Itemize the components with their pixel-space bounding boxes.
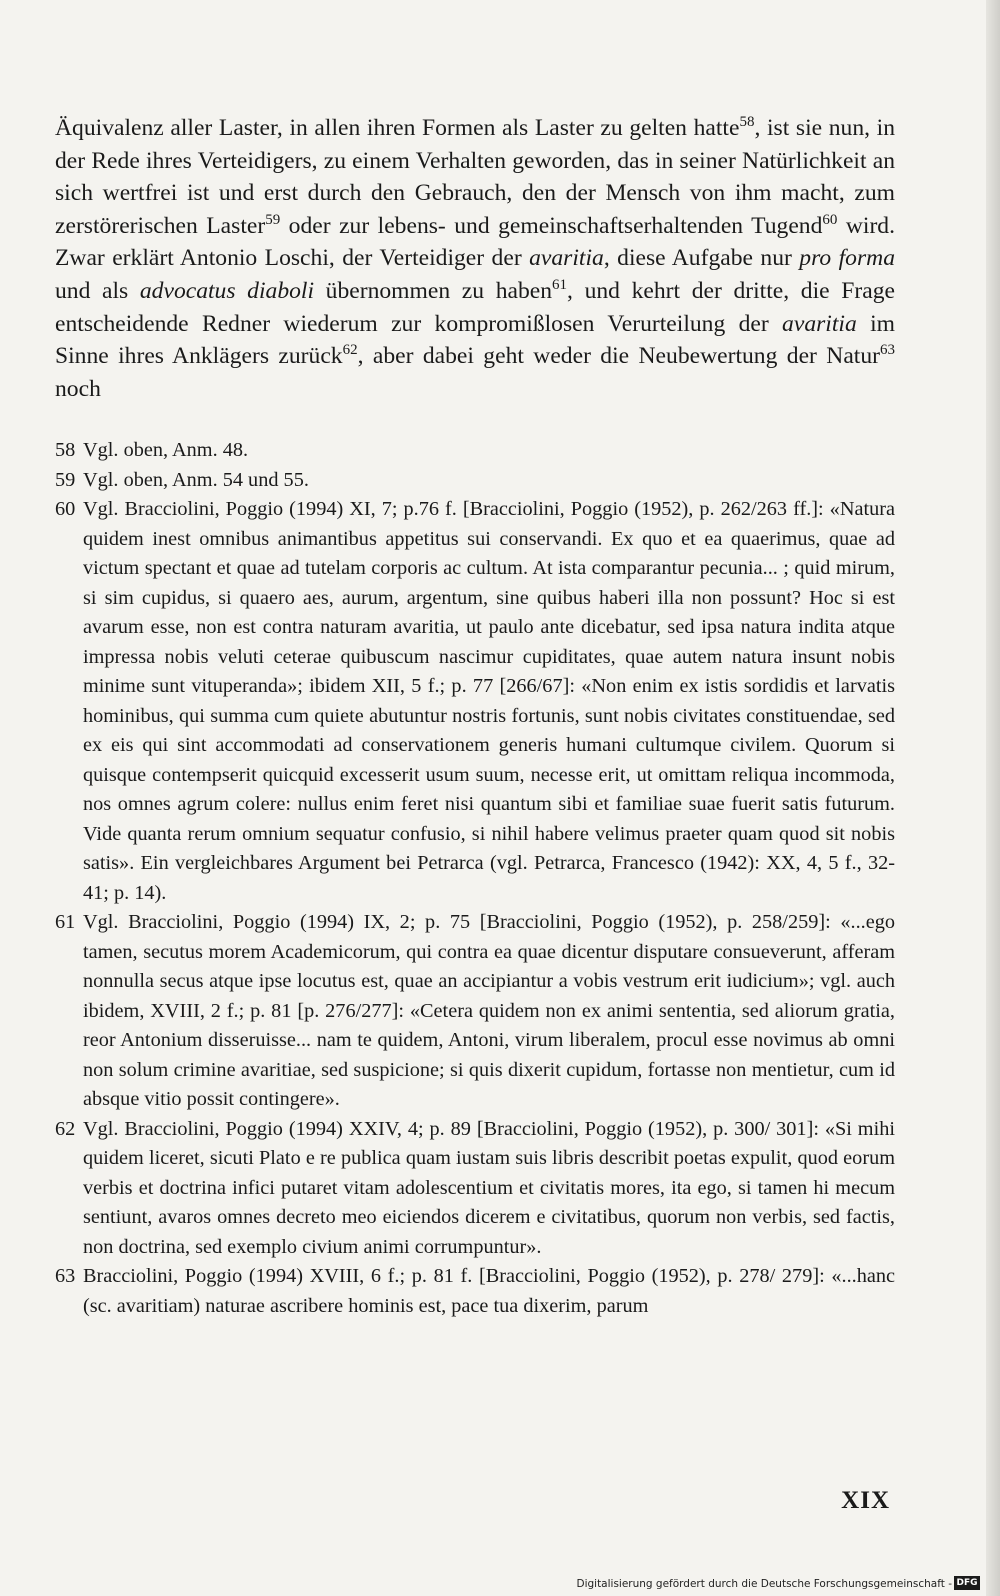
footnote-number: 59 xyxy=(55,468,76,491)
body-text-run: und als xyxy=(55,277,140,304)
footnote-text: Vgl. oben, Anm. 54 und 55. xyxy=(83,468,309,491)
footnote-number: 63 xyxy=(55,1265,76,1287)
body-text-run: oder zur lebens- und gemeinschaftserhaltenden Tugend xyxy=(280,212,823,239)
footnotes xyxy=(55,436,895,1321)
body-text xyxy=(55,112,895,405)
footnote-ref: 63 xyxy=(880,342,895,359)
body-text-run: , ist sie nun, in der Rede ihres Verteidigers, zu einem Verhalten geworden, das in seiner Natürlichkeit an sich wertfrei ist und erst durch den Gebrauch, den der Mensch von ihm macht, zum zerstörerischen Laster xyxy=(55,115,895,239)
footnote xyxy=(55,436,895,466)
page-edge xyxy=(986,0,1000,1596)
body-paragraph xyxy=(55,112,895,405)
body-text-run: , aber dabei geht weder die Neubewertung der Natur xyxy=(357,343,880,370)
digitization-credit: Digitalisierung gefördert durch die Deutsche Forschungsgemeinschaft - xyxy=(576,1578,952,1590)
italic-term: avaritia xyxy=(782,310,857,337)
footnote-number: 61 xyxy=(55,911,76,933)
footnote xyxy=(55,1262,895,1321)
italic-term: pro forma xyxy=(799,245,895,272)
body-text-run: noch xyxy=(55,375,101,402)
footnote-number: 58 xyxy=(55,439,76,461)
page-number: XIX xyxy=(841,1487,890,1514)
footnote xyxy=(55,495,895,908)
dfg-logo: DFG xyxy=(954,1576,980,1590)
body-text-run: , und kehrt der dritte, die Frage entscheidende Redner wiederum zur kompromißlosen Verurteilung der xyxy=(55,277,895,337)
footnote xyxy=(55,908,895,1115)
footnote xyxy=(55,1115,895,1263)
body-text-run: wird. Zwar erklärt Antonio Loschi, der Verteidiger der xyxy=(55,212,895,272)
footnote-number: 62 xyxy=(55,1117,76,1140)
footnote-ref: 62 xyxy=(342,342,358,359)
footnote-ref: 59 xyxy=(265,211,281,228)
footnote xyxy=(55,466,895,496)
footnote-number: 60 xyxy=(55,498,76,520)
body-text-run: übernommen zu haben xyxy=(314,277,553,304)
footnote-ref: 61 xyxy=(552,276,568,293)
body-text-run: im Sinne ihres Anklägers zurück xyxy=(55,310,895,370)
italic-term: advocatus diaboli xyxy=(139,277,315,304)
body-text-run: Äquivalenz aller Laster, in allen ihren Formen als Laster zu gelten hatte xyxy=(55,115,740,141)
footnote-text: Bracciolini, Poggio (1994) XVIII, 6 f.; p. 81 f. [Bracciolini, Poggio (1952), p. 278/ 279]: «...hanc (sc. avaritiam) naturae ascribere hominis est, pace tua dixerim, parum xyxy=(83,1265,895,1317)
footnote-ref: 58 xyxy=(739,114,755,130)
footnote-text: Vgl. oben, Anm. 48. xyxy=(83,439,249,461)
body-text-run: , diese Aufgabe nur xyxy=(603,245,800,272)
italic-term: avaritia xyxy=(529,245,604,272)
footnote-ref: 60 xyxy=(822,211,838,228)
footnote-text: Vgl. Bracciolini, Poggio (1994) XI, 7; p.76 f. [Bracciolini, Poggio (1952), p. 262/263 ff.]: «Natura quidem inest omnibus animantibus appetitus sui conservandi. Ex quo et ea quaerimus, quae ad victum spectant et quae ad tutelam corporis ac cultum. At ista comparantur pecunia... ; quid mirum, si sim cupidus, si quaero aes, aurum, argentum, sine quibus haberi illa non possunt? Hoc si est avarum esse, non est contra naturam avaritia, ut paulo ante dicebatur, sed ipsa natura indita atque impressa nobis veluti ceterae quibuscum nascimur cupiditates, quae autem natura insunt nobis minime sunt vituperanda»; ibidem XII, 5 f.; p. 77 [266/67]: «Non enim ex istis sordidis et larvatis hominibus, qui summa cum quiete abutuntur nostris fortunis, sunt nobis civitates constituendae, sed ex eis qui sint accommodati ad conservationem generis humani cultumque civilem. Quorum si quisque contempserit quicquid excesserit usum suum, necesse erit, ut omittam reliqua incommoda, nos omnes agrum colere: nullus enim feret nisi quantum sibi et familiae suae fuerit satis futurum. Vide quanta rerum omnium sequatur confusio, si nihil habere velimus praeter quam quod sit nobis satis». Ein vergleichbares Argument bei Petrarca (vgl. Petrarca, Francesco (1942): XX, 4, 5 f., 32-41; p. 14). xyxy=(83,498,895,904)
footnote-text: Vgl. Bracciolini, Poggio (1994) XXIV, 4; p. 89 [Bracciolini, Poggio (1952), p. 300/ 301]: «Si mihi quidem liceret, sicuti Plato e re publica quam iustam suis libris describit poetas expulit, quod eorum verbis et doctrina infici putaret vitam adolescentium et civitatis mores, ita ego, si tamen hi mecum sentiunt, avaros omnes decreto meo eiciendos dicerem e civitatibus, quorum non verbis, sed factis, non doctrina, sed exemplo civium animi corrumpuntur». xyxy=(83,1117,895,1258)
footnote-text: Vgl. Bracciolini, Poggio (1994) IX, 2; p. 75 [Bracciolini, Poggio (1952), p. 258/259]: «...ego tamen, secutus morem Academicorum, qui contra ea quae dicentur disputare consueverunt, afferam nonnulla secus atque ipse locutus est, quae an accipiantur a vobis vestrum erit iudicium»; vgl. auch ibidem, XVIII, 2 f.; p. 81 [p. 276/277]: «Cetera quidem non ex animi sententia, sed aliorum gratia, reor Antonium disseruisse... nam te quidem, Antoni, virum liberalem, procul esse novimus ab omni non solum crimine avaritiae, sed suspicione; si quis dixerit cupidum, fortasse non mentietur, cum id absque vitio possit contingere». xyxy=(83,911,895,1110)
